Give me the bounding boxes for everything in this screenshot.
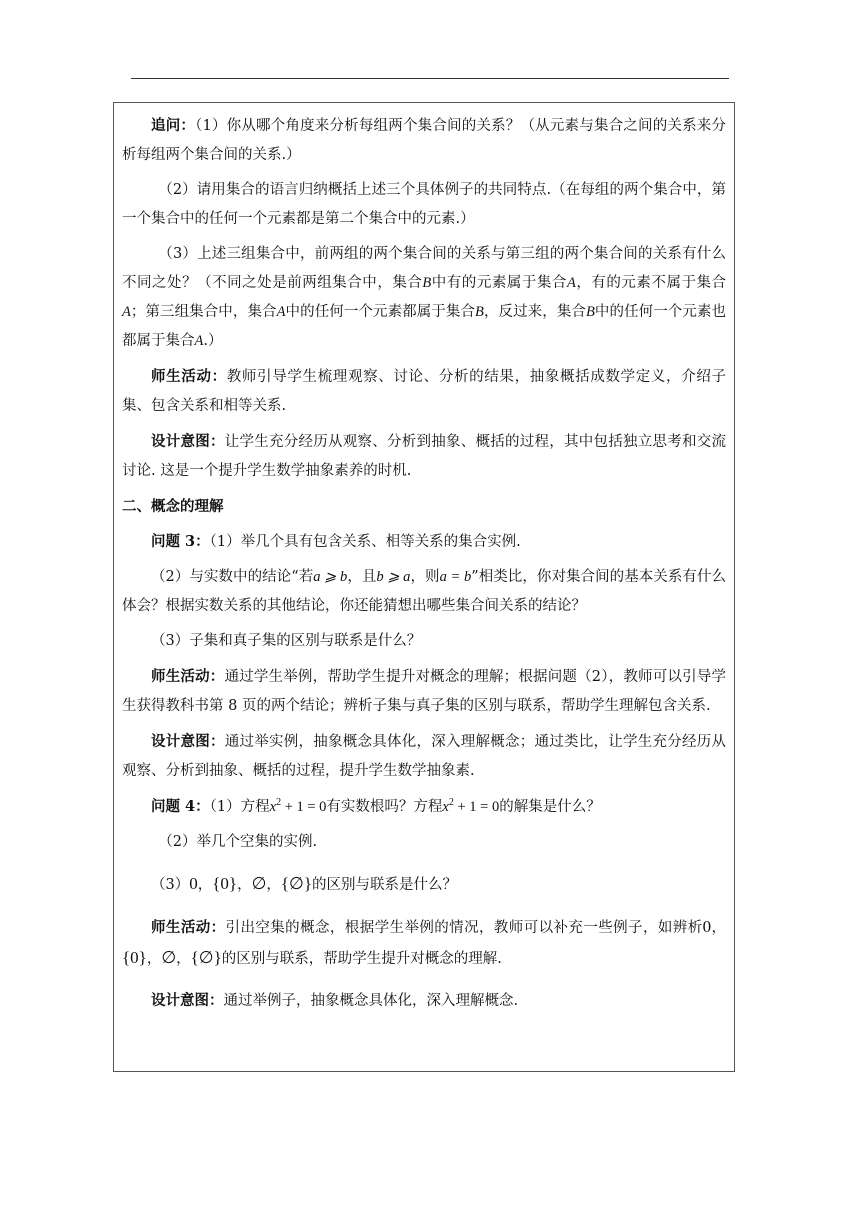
- paragraph-question-3-1: [122, 527, 726, 557]
- text-p3-h: .）: [203, 333, 223, 349]
- math-exponent: 2: [448, 797, 454, 809]
- math-var-a: A: [566, 275, 576, 291]
- label-intent: 设计意图：: [151, 433, 225, 450]
- text-activity-2: 通过学生举例，帮助学生提升对概念的理解；根据问题（2），教师可以引导学生获得教科书第 8 页的两个结论；辨析子集与真子集的区别与联系，帮助学生理解包含关系.: [122, 669, 726, 714]
- math-b-geq-a: b ⩾ a: [376, 569, 411, 585]
- text-p3-g: 中的任何一个元素也都属于集合: [122, 304, 727, 349]
- label-intent: 设计意图：: [151, 992, 224, 1009]
- text-q4-1-c: 的解集是什么？: [499, 799, 601, 815]
- symbol-zero: 0: [189, 874, 198, 893]
- paragraph-intent-2: [122, 727, 726, 786]
- text-intent-2: 通过举实例，抽象概念具体化，深入理解概念；通过类比，让学生充分经历从观察、分析到抽象、概括的过程，提升学生数学抽象素.: [122, 734, 726, 779]
- paragraph-question-3-2: [122, 563, 726, 621]
- text-q3-2-a: （2）与实数中的结论“若: [151, 569, 314, 585]
- text-q4-3-a: （3）: [151, 877, 190, 893]
- symbol-set-zero: {0}: [122, 948, 147, 967]
- separator: ，: [237, 877, 252, 893]
- math-exponent: 2: [276, 797, 282, 809]
- paragraph-activity-3: [122, 912, 726, 974]
- symbol-empty-set: ∅: [251, 874, 267, 893]
- separator: ，: [176, 951, 191, 967]
- paragraph-activity-1: [122, 362, 726, 421]
- text-activity-1: 教师引导学生梳理观察、讨论、分析的结果，抽象概括成数学定义，介绍子集、包含关系和相等关系.: [122, 369, 727, 414]
- paragraph-question-3-3: [122, 627, 726, 656]
- symbol-zero: 0: [702, 917, 712, 936]
- label-intent: 设计意图：: [151, 733, 225, 750]
- paragraph-intent-1: [122, 427, 726, 486]
- label-activity: 师生活动：: [151, 368, 227, 385]
- paragraph-intent-3: [122, 986, 726, 1016]
- paragraph-question-4-3: [122, 869, 726, 900]
- paragraph-question-4-1: [122, 792, 726, 822]
- content-box: [113, 102, 735, 1072]
- math-var-a: A: [194, 333, 204, 349]
- text-intent-3: 通过举例子，抽象概念具体化，深入理解概念.: [223, 993, 519, 1009]
- text-p3-c: ，有的元素不属于集合: [575, 275, 727, 291]
- label-question-4: 问题 4：: [151, 798, 210, 815]
- text-q4-1-b: 有实数根吗？方程: [326, 799, 443, 815]
- math-equation-rest: + 1 = 0: [281, 799, 327, 815]
- paragraph-follow-up-1: [122, 111, 726, 170]
- header-rule: [131, 78, 729, 79]
- math-a-eq-b: a = b: [439, 569, 472, 585]
- separator: ，: [146, 951, 162, 967]
- math-a-geq-b: a ⩾ b: [313, 569, 348, 585]
- paragraph-activity-2: [122, 662, 726, 721]
- text-p3-b: 中有的元素属于集合: [431, 275, 567, 291]
- symbol-empty-set: ∅: [161, 948, 177, 967]
- label-follow-up: 追问：: [151, 117, 196, 134]
- symbol-set-zero: {0}: [212, 874, 238, 893]
- math-var-b: B: [585, 304, 595, 320]
- text-p3-f: ，反过来，集合: [483, 304, 586, 320]
- text-follow-up-1: （1）你从哪个角度来分析每组两个集合间的关系？（从元素与集合之间的关系来分析每组两个集合间的关系.）: [122, 118, 726, 163]
- text-q4-1-a: （1）方程: [209, 799, 270, 815]
- text-p3-a: （3）上述三组集合中，前两组的两个集合间的关系与第三组的两个集合间的关系有什么不同之处？（不同之处是前两组集合中，集合: [122, 246, 726, 291]
- separator: ，: [197, 877, 213, 893]
- label-activity: 师生活动：: [151, 919, 226, 936]
- symbol-set-of-empty: {∅}: [190, 948, 222, 967]
- math-var-b: B: [422, 275, 432, 291]
- text-p8-b: 的区别与联系，帮助学生提升对概念的理解.: [221, 951, 502, 967]
- text-q4-3-b: 的区别与联系是什么？: [312, 877, 458, 893]
- text-question-3-1: （1）举几个具有包含关系、相等关系的集合实例.: [209, 534, 521, 550]
- section-title: 二、概念的理解: [122, 498, 224, 515]
- math-var-b: B: [475, 304, 484, 320]
- text-intent-1: 让学生充分经历从观察、分析到抽象、概括的过程，其中包括独立思考和交流讨论. 这是一个提升学生数学抽象素养的时机.: [122, 434, 726, 479]
- text-p3-d: ；第三组集合中，集合: [130, 304, 277, 320]
- text-q3-2-b: ，且: [347, 569, 377, 585]
- text-q3-2-c: ，则: [410, 569, 440, 585]
- text-q3-2-d: ”相类比，你对集合间的基本关系有什么体会？根据实数关系的其他结论，你还能猜想出哪些集合间关系的结论？: [122, 569, 727, 614]
- math-x: x: [269, 799, 277, 815]
- content-body: [122, 111, 726, 1022]
- separator: ，: [266, 877, 281, 893]
- separator: ，: [711, 920, 727, 936]
- math-var-a: A: [276, 304, 286, 320]
- text-follow-up-2: （2）请用集合的语言归纳概括上述三个具体例子的共同特点.（在每组的两个集合中，第一个集合中的任何一个元素都是第二个集合中的元素.）: [122, 182, 726, 227]
- text-question-3-3: （3）子集和真子集的区别与联系是什么？: [151, 633, 422, 649]
- math-equation-rest: + 1 = 0: [453, 799, 500, 815]
- paragraph-follow-up-2: [122, 176, 726, 234]
- paragraph-question-4-2: [122, 828, 726, 857]
- label-question-3: 问题 3：: [151, 533, 210, 550]
- symbol-set-of-empty: {∅}: [280, 874, 313, 893]
- text-p3-e: 中的任何一个元素都属于集合: [285, 304, 476, 320]
- paragraph-follow-up-3: [122, 240, 726, 356]
- math-x: x: [442, 799, 449, 815]
- label-activity: 师生活动：: [151, 668, 225, 685]
- text-p8-a: 引出空集的概念，根据学生举例的情况，教师可以补充一些例子，如辨析: [225, 920, 703, 936]
- math-var-a: A: [122, 304, 131, 320]
- text-question-4-2: （2）举几个空集的实例.: [158, 834, 318, 850]
